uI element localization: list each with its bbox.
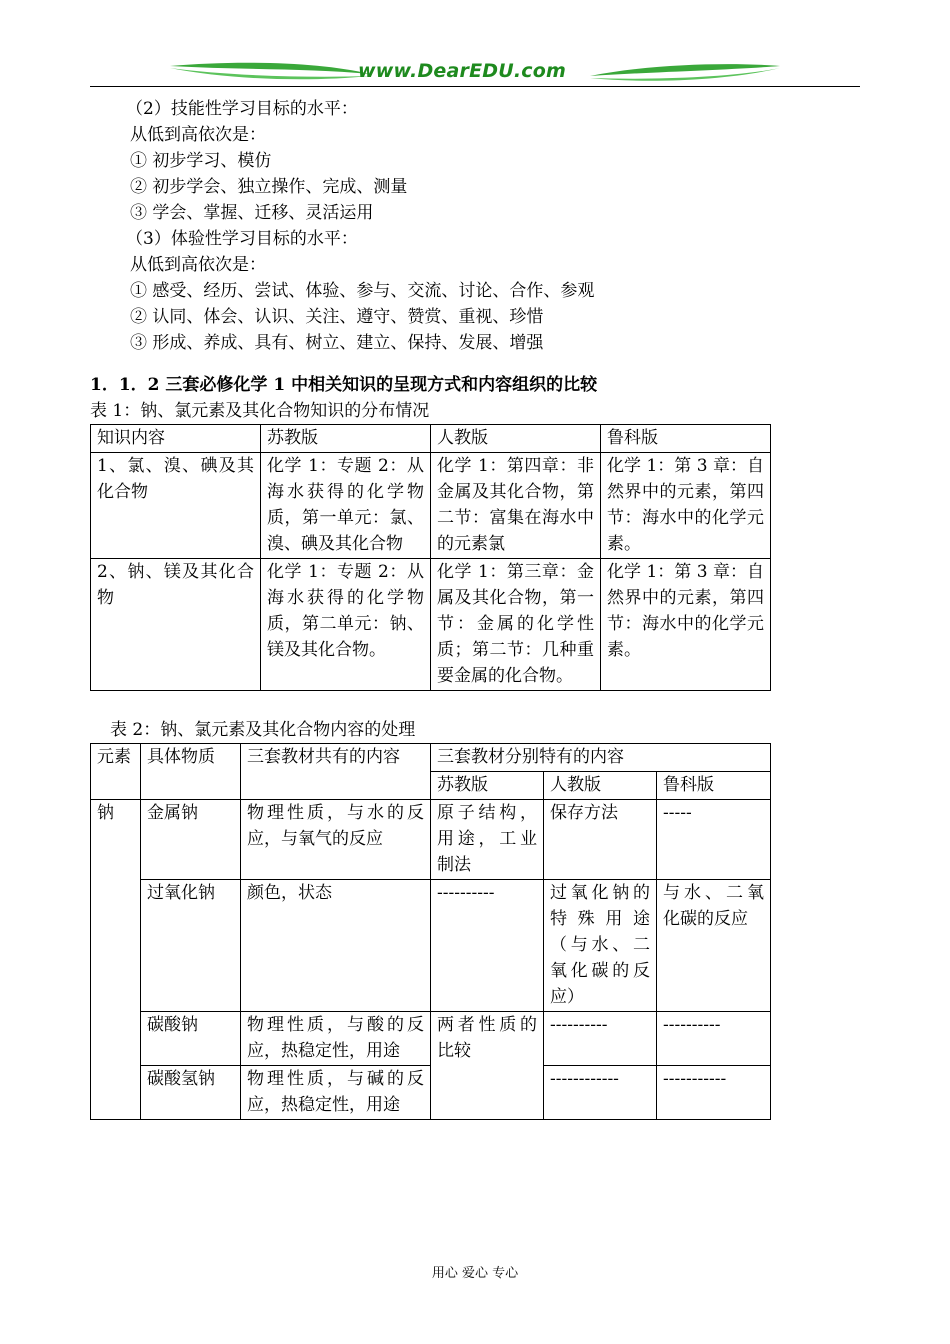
table-cell: ----- <box>657 800 771 880</box>
table-cell: 原子结构，用途，工业制法 <box>431 800 544 880</box>
table-cell: 化学 1：第四章：非金属及其化合物，第二节：富集在海水中的元素氯 <box>431 453 601 559</box>
skill-item: ① 初步学习、模仿 <box>130 151 272 171</box>
skill-item: ③ 学会、掌握、迁移、灵活运用 <box>130 203 374 223</box>
table-cell: 化学 1：第 3 章：自然界中的元素，第四节：海水中的化学元素。 <box>601 559 771 691</box>
experience-goal-title: （3）体验性学习目标的水平： <box>126 229 358 249</box>
table1-caption: 表 1：钠、氯元素及其化合物知识的分布情况 <box>90 401 430 421</box>
table-cell: 化学 1：专题 2：从海水获得的化学物质，第一单元：氯、溴、碘及其化合物 <box>261 453 431 559</box>
table-cell: ---------- <box>657 1012 771 1066</box>
page-footer: 用心 爱心 专心 <box>431 1266 519 1281</box>
table-cell: 碳酸钠 <box>141 1012 241 1066</box>
element-cell: 钠 <box>91 800 141 1120</box>
distribution-table <box>90 424 771 691</box>
section-heading: 1．1．2 三套必修化学 1 中相关知识的呈现方式和内容组织的比较 <box>90 375 598 395</box>
table-cell: ---------- <box>431 880 544 1012</box>
table-cell: 过氧化钠的特殊用途（与水、二氧化碳的反应） <box>544 880 657 1012</box>
table-cell: 化学 1：第三章：金属及其化合物，第一节：金属的化学性质；第二节：几种重要金属的化合物。 <box>431 559 601 691</box>
experience-order-label: 从低到高依次是： <box>130 255 266 275</box>
table-header-row <box>91 425 771 453</box>
table-cell: 物理性质，与碱的反应，热稳定性，用途 <box>241 1066 431 1120</box>
experience-item: ③ 形成、养成、具有、树立、建立、保持、发展、增强 <box>130 333 544 353</box>
table-cell: 碳酸氢钠 <box>141 1066 241 1120</box>
content-handling-table <box>90 743 771 1120</box>
table-header-cell: 鲁科版 <box>657 772 771 800</box>
table-cell: 物理性质，与酸的反应，热稳定性，用途 <box>241 1012 431 1066</box>
table-cell: 物理性质，与水的反应，与氧气的反应 <box>241 800 431 880</box>
header-site-name: www.DearEDU.com <box>358 60 567 82</box>
table-cell: 1、氯、溴、碘及其化合物 <box>91 453 261 559</box>
table-header-cell: 元素 <box>91 744 141 800</box>
skill-goal-title: （2）技能性学习目标的水平： <box>126 99 358 119</box>
table-row <box>91 559 771 691</box>
table-row <box>91 453 771 559</box>
table-cell: ------------ <box>544 1066 657 1120</box>
table-cell: 与水、二氧化碳的反应 <box>657 880 771 1012</box>
table-cell: 2、钠、镁及其化合物 <box>91 559 261 691</box>
table-header-row <box>91 744 771 772</box>
table-row <box>91 880 771 1012</box>
table-cell: 过氧化钠 <box>141 880 241 1012</box>
page-header <box>90 58 860 90</box>
table-cell: 两者性质的比较 <box>431 1012 544 1120</box>
table-cell: 化学 1：第 3 章：自然界中的元素，第四节：海水中的化学元素。 <box>601 453 771 559</box>
document-body <box>90 96 860 1120</box>
header-rule <box>90 86 860 87</box>
table-cell: ----------- <box>657 1066 771 1120</box>
table-header-cell: 三套教材分别特有的内容 <box>431 744 771 772</box>
table-cell: 保存方法 <box>544 800 657 880</box>
table-header-cell: 苏教版 <box>431 772 544 800</box>
experience-item: ② 认同、体会、认识、关注、遵守、赞赏、重视、珍惜 <box>130 307 544 327</box>
skill-order-label: 从低到高依次是： <box>130 125 266 145</box>
table-cell: ---------- <box>544 1012 657 1066</box>
table2-caption: 表 2：钠、氯元素及其化合物内容的处理 <box>110 720 416 740</box>
table-header-cell: 三套教材共有的内容 <box>241 744 431 800</box>
table-header-cell: 人教版 <box>431 425 601 453</box>
table-cell: 化学 1：专题 2：从海水获得的化学物质，第二单元：钠、镁及其化合物。 <box>261 559 431 691</box>
table-header-cell: 人教版 <box>544 772 657 800</box>
experience-item: ① 感受、经历、尝试、体验、参与、交流、讨论、合作、参观 <box>130 281 595 301</box>
table-header-cell: 鲁科版 <box>601 425 771 453</box>
table-cell: 金属钠 <box>141 800 241 880</box>
skill-item: ② 初步学会、独立操作、完成、测量 <box>130 177 408 197</box>
table-cell: 颜色，状态 <box>241 880 431 1012</box>
table-header-cell: 知识内容 <box>91 425 261 453</box>
table-row <box>91 1012 771 1066</box>
table-header-cell: 苏教版 <box>261 425 431 453</box>
table-header-cell: 具体物质 <box>141 744 241 800</box>
table-row <box>91 800 771 880</box>
